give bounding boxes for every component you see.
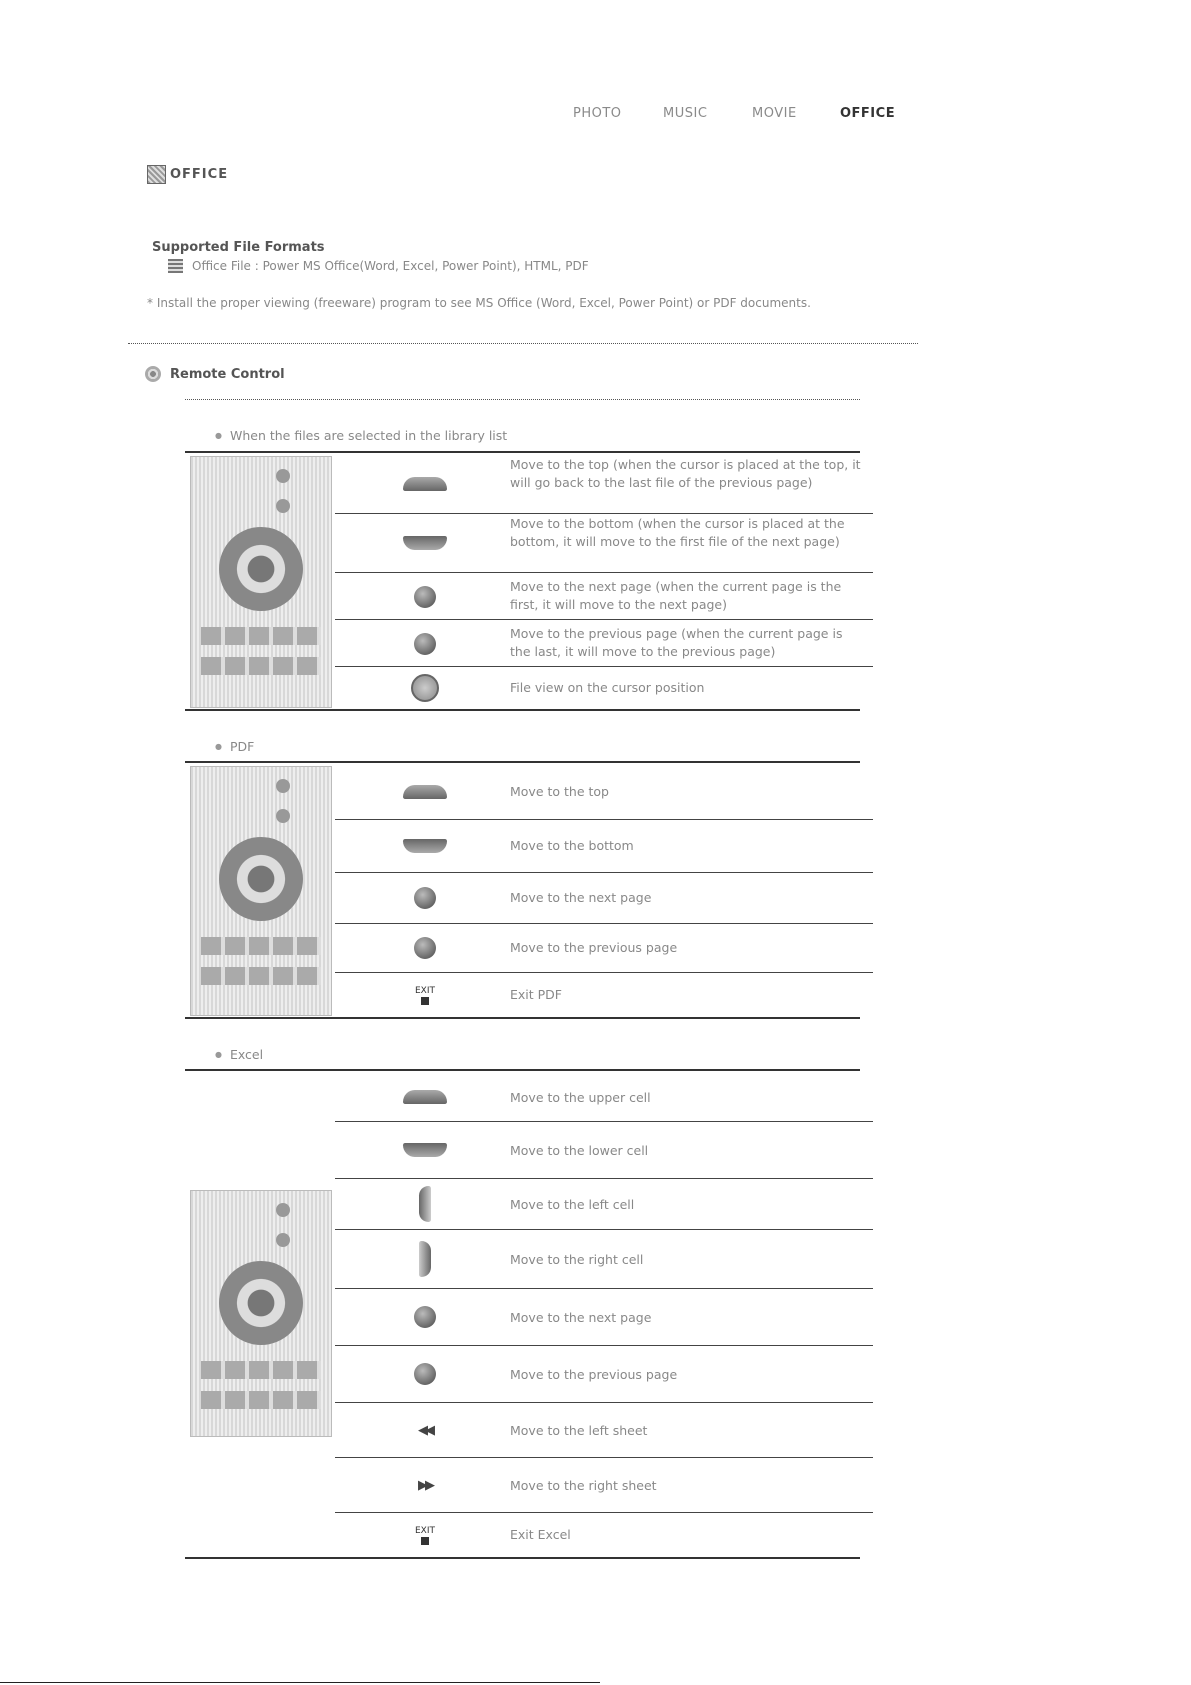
table-bottom-rule bbox=[185, 1557, 860, 1559]
fast-forward-button-icon: ▶▶ bbox=[418, 1477, 432, 1493]
table-row: Move to the upper cell bbox=[335, 1073, 873, 1122]
remote-image bbox=[190, 766, 332, 1016]
enter-button-icon bbox=[411, 674, 439, 702]
left-button-icon bbox=[419, 1186, 431, 1222]
remote-image bbox=[190, 1190, 332, 1437]
remote-heading: Remote Control bbox=[170, 367, 285, 382]
office-icon bbox=[147, 165, 166, 184]
table-row: Move to the previous page bbox=[335, 1346, 873, 1403]
table-row: Move to the bottom (when the cursor is placed at the bottom, it will move to the first file of the next page) bbox=[335, 514, 873, 573]
previous-page-button-icon bbox=[414, 633, 436, 655]
up-button-icon bbox=[403, 785, 447, 799]
table-row: EXIT Exit PDF bbox=[335, 973, 873, 1017]
down-button-icon bbox=[403, 839, 447, 853]
table-row: ◀◀ Move to the left sheet bbox=[335, 1403, 873, 1458]
table-row: File view on the cursor position bbox=[335, 667, 873, 709]
table-bottom-rule bbox=[185, 1017, 860, 1019]
page-bottom-rule bbox=[0, 1682, 600, 1683]
down-button-icon bbox=[403, 536, 447, 550]
exit-button-icon: EXIT bbox=[415, 986, 435, 1005]
page-title: OFFICE bbox=[170, 167, 229, 182]
down-button-icon bbox=[403, 1143, 447, 1157]
group-title: ● Excel bbox=[215, 1047, 263, 1062]
divider bbox=[185, 399, 860, 400]
table-row: Move to the top (when the cursor is placed at the top, it will go back to the last file of the previous page) bbox=[335, 455, 873, 514]
table-top-rule bbox=[185, 761, 860, 763]
exit-button-icon: EXIT bbox=[415, 1526, 435, 1545]
formats-heading: Supported File Formats bbox=[152, 240, 325, 255]
file-icon bbox=[168, 259, 183, 273]
formats-line: Office File : Power MS Office(Word, Excel, Power Point), HTML, PDF bbox=[192, 259, 589, 273]
group-title: ● PDF bbox=[215, 739, 254, 754]
table-row: Move to the previous page bbox=[335, 924, 873, 973]
table-row: ▶▶ Move to the right sheet bbox=[335, 1458, 873, 1513]
table-top-rule bbox=[185, 451, 860, 453]
next-page-button-icon bbox=[414, 887, 436, 909]
table-row: Move to the lower cell bbox=[335, 1122, 873, 1179]
previous-page-button-icon bbox=[414, 937, 436, 959]
remote-icon bbox=[145, 366, 161, 382]
nav-music[interactable]: MUSIC bbox=[663, 106, 708, 121]
table-row: Move to the next page (when the current page is the first, it will move to the next page) bbox=[335, 573, 873, 620]
right-button-icon bbox=[419, 1241, 431, 1277]
nav-photo[interactable]: PHOTO bbox=[573, 106, 622, 121]
nav-movie[interactable]: MOVIE bbox=[752, 106, 797, 121]
table-row: Move to the left cell bbox=[335, 1179, 873, 1230]
rewind-button-icon: ◀◀ bbox=[418, 1422, 432, 1438]
table-row: Move to the next page bbox=[335, 873, 873, 924]
divider bbox=[128, 343, 918, 344]
up-button-icon bbox=[403, 477, 447, 491]
previous-page-button-icon bbox=[414, 1363, 436, 1385]
table-bottom-rule bbox=[185, 709, 860, 711]
table-row: Move to the right cell bbox=[335, 1230, 873, 1289]
nav-office[interactable]: OFFICE bbox=[840, 106, 896, 121]
group-title: ● When the files are selected in the library list bbox=[215, 428, 507, 443]
table-top-rule bbox=[185, 1069, 860, 1071]
up-button-icon bbox=[403, 1090, 447, 1104]
table-row: Move to the previous page (when the current page is the last, it will move to the previous page) bbox=[335, 620, 873, 667]
table-row: EXIT Exit Excel bbox=[335, 1513, 873, 1557]
remote-image bbox=[190, 456, 332, 708]
table-row: Move to the top bbox=[335, 765, 873, 820]
next-page-button-icon bbox=[414, 586, 436, 608]
table-row: Move to the next page bbox=[335, 1289, 873, 1346]
formats-note: * Install the proper viewing (freeware) program to see MS Office (Word, Excel, Power Point) or PDF documents. bbox=[147, 296, 811, 310]
next-page-button-icon bbox=[414, 1306, 436, 1328]
table-row: Move to the bottom bbox=[335, 820, 873, 873]
